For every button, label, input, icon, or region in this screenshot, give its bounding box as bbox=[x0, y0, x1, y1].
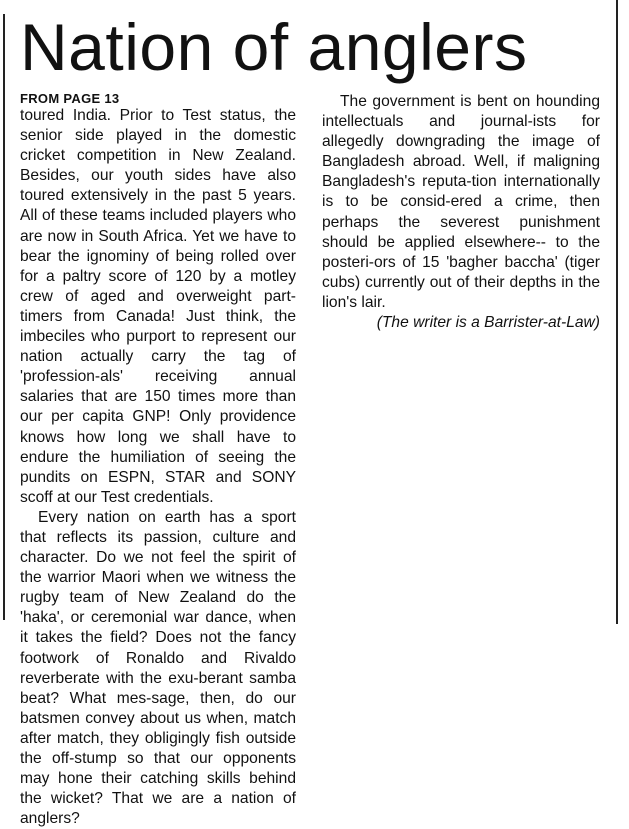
column-rule-right bbox=[616, 0, 618, 624]
headline: Nation of anglers bbox=[20, 10, 528, 84]
paragraph-3: The government is bent on hounding intellectuals and journal-ists for allegedly downgrading the image of Bangladesh abroad. Well, if maligning Bangladesh's reputa-tion internationally is to be consid-ered a crime, then perhaps the severest punishment should be applied elsewhere-- to the posteri-ors of 15 'bagher baccha' (tiger cubs) currently out of their depths in the lion's lair. bbox=[322, 93, 600, 311]
byline: (The writer is a Barrister-at-Law) bbox=[376, 314, 600, 332]
from-page-label: FROM PAGE 13 bbox=[20, 91, 120, 106]
paragraph-2: Every nation on earth has a sport that reflects its passion, culture and character. Do we not feel the spirit of the warrior Maori when we witness the rugby team of New Zealand do the 'haka', or ceremonial war dance, when it takes the field? Does not the fancy footwork of Ronaldo and Rivaldo reverberate with the exu-berant samba beat? What mes-sage, then, do our batsmen convey about us when, match after match, they obligingly fish outside the off-stump so that our opponents may hone their catching skills behind the wicket? That we are a nation of anglers? bbox=[20, 508, 296, 828]
article-column-right bbox=[322, 92, 600, 333]
column-rule-left bbox=[3, 14, 5, 620]
article-column-left bbox=[20, 92, 296, 829]
paragraph-1: toured India. Prior to Test status, the senior side played in the domestic cricket competition in New Zealand. Besides, our youth sides have also toured extensively in the past 5 years. All of these teams included players who are now in South Africa. Yet we have to bear the ignominy of being rolled over for a paltry score of 120 by a motley crew of aged and overweight part-timers from Canada! Just think, the imbeciles who purport to represent our nation actually carry the tag of 'profession-als' receiving annual salaries that are 150 times more than our per capita GNP! Only providence knows how long we shall have to endure the humiliation of seeing the pundits on ESPN, STAR and SONY scoff at our Test credentials. bbox=[20, 107, 296, 506]
